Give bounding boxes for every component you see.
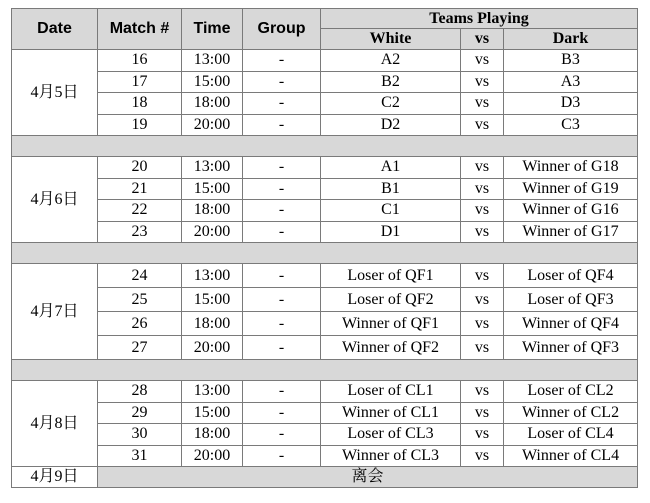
group-cell: - [243, 288, 321, 312]
match-number-cell: 23 [98, 221, 182, 243]
match-number-cell: 18 [98, 93, 182, 115]
time-cell: 15:00 [182, 71, 243, 93]
group-cell: - [243, 381, 321, 403]
match-number-cell: 24 [98, 264, 182, 288]
time-header: Time [182, 9, 243, 50]
table-row [12, 381, 638, 403]
dark-team-cell: Loser of QF4 [504, 264, 638, 288]
dark-team-cell: C3 [504, 114, 638, 136]
table-row [12, 93, 638, 115]
white-team-cell: B1 [321, 178, 461, 200]
group-cell: - [243, 200, 321, 222]
group-cell: - [243, 336, 321, 360]
match-number-cell: 20 [98, 157, 182, 179]
dark-team-cell: Loser of CL2 [504, 381, 638, 403]
day-separator [12, 243, 638, 264]
match-number-cell: 29 [98, 402, 182, 424]
vs-cell: vs [461, 264, 504, 288]
dark-team-cell: Winner of CL2 [504, 402, 638, 424]
date-header: Date [12, 9, 98, 50]
white-team-cell: A2 [321, 50, 461, 72]
group-cell: - [243, 221, 321, 243]
time-cell: 18:00 [182, 312, 243, 336]
date-cell: 4月8日 [12, 381, 98, 467]
group-cell: - [243, 402, 321, 424]
vs-cell: vs [461, 50, 504, 72]
group-cell: - [243, 93, 321, 115]
white-team-cell: C2 [321, 93, 461, 115]
dark-team-cell: A3 [504, 71, 638, 93]
group-cell: - [243, 157, 321, 179]
time-cell: 18:00 [182, 424, 243, 446]
group-cell: - [243, 445, 321, 467]
day-separator-row [12, 136, 638, 157]
time-cell: 20:00 [182, 445, 243, 467]
match-number-header: Match # [98, 9, 182, 50]
group-cell: - [243, 424, 321, 446]
teams-playing-header: Teams Playing [321, 9, 638, 29]
group-cell: - [243, 50, 321, 72]
match-number-cell: 26 [98, 312, 182, 336]
vs-cell: vs [461, 71, 504, 93]
table-row [12, 157, 638, 179]
white-team-cell: A1 [321, 157, 461, 179]
table-row [12, 264, 638, 288]
time-cell: 20:00 [182, 114, 243, 136]
time-cell: 13:00 [182, 264, 243, 288]
time-cell: 13:00 [182, 157, 243, 179]
day-separator-row [12, 360, 638, 381]
table-row [12, 445, 638, 467]
day-separator [12, 360, 638, 381]
match-number-cell: 31 [98, 445, 182, 467]
dark-header: Dark [504, 29, 638, 50]
white-team-cell: Loser of QF2 [321, 288, 461, 312]
white-team-cell: Winner of QF2 [321, 336, 461, 360]
departure-row [12, 467, 638, 488]
match-number-cell: 16 [98, 50, 182, 72]
vs-cell: vs [461, 221, 504, 243]
date-cell: 4月6日 [12, 157, 98, 243]
vs-cell: vs [461, 93, 504, 115]
vs-cell: vs [461, 178, 504, 200]
table-row [12, 424, 638, 446]
time-cell: 13:00 [182, 381, 243, 403]
white-header: White [321, 29, 461, 50]
schedule-body [12, 9, 638, 488]
group-header: Group [243, 9, 321, 50]
table-row [12, 71, 638, 93]
vs-cell: vs [461, 114, 504, 136]
vs-cell: vs [461, 381, 504, 403]
vs-cell: vs [461, 424, 504, 446]
white-team-cell: D2 [321, 114, 461, 136]
table-row [12, 221, 638, 243]
dark-team-cell: Winner of QF3 [504, 336, 638, 360]
dark-team-cell: Winner of QF4 [504, 312, 638, 336]
table-row [12, 312, 638, 336]
dark-team-cell: Winner of CL4 [504, 445, 638, 467]
match-number-cell: 17 [98, 71, 182, 93]
table-row [12, 336, 638, 360]
vs-cell: vs [461, 445, 504, 467]
table-row [12, 402, 638, 424]
time-cell: 15:00 [182, 288, 243, 312]
time-cell: 18:00 [182, 93, 243, 115]
group-cell: - [243, 264, 321, 288]
white-team-cell: Winner of QF1 [321, 312, 461, 336]
white-team-cell: D1 [321, 221, 461, 243]
match-number-cell: 19 [98, 114, 182, 136]
time-cell: 18:00 [182, 200, 243, 222]
dark-team-cell: Winner of G17 [504, 221, 638, 243]
match-number-cell: 22 [98, 200, 182, 222]
dark-team-cell: Loser of QF3 [504, 288, 638, 312]
table-row [12, 178, 638, 200]
dark-team-cell: B3 [504, 50, 638, 72]
match-number-cell: 21 [98, 178, 182, 200]
header-row [12, 9, 638, 29]
departure-note: 离会 [98, 467, 638, 488]
time-cell: 20:00 [182, 221, 243, 243]
time-cell: 15:00 [182, 178, 243, 200]
white-team-cell: Winner of CL3 [321, 445, 461, 467]
table-row [12, 288, 638, 312]
dark-team-cell: Loser of CL4 [504, 424, 638, 446]
white-team-cell: Loser of CL1 [321, 381, 461, 403]
white-team-cell: C1 [321, 200, 461, 222]
white-team-cell: Loser of CL3 [321, 424, 461, 446]
group-cell: - [243, 312, 321, 336]
match-number-cell: 25 [98, 288, 182, 312]
table-row [12, 200, 638, 222]
date-cell: 4月9日 [12, 467, 98, 488]
vs-cell: vs [461, 288, 504, 312]
match-number-cell: 30 [98, 424, 182, 446]
vs-cell: vs [461, 312, 504, 336]
day-separator [12, 136, 638, 157]
date-cell: 4月7日 [12, 264, 98, 360]
dark-team-cell: Winner of G19 [504, 178, 638, 200]
vs-cell: vs [461, 336, 504, 360]
white-team-cell: Winner of CL1 [321, 402, 461, 424]
time-cell: 15:00 [182, 402, 243, 424]
time-cell: 20:00 [182, 336, 243, 360]
group-cell: - [243, 114, 321, 136]
date-cell: 4月5日 [12, 50, 98, 136]
table-row [12, 114, 638, 136]
match-number-cell: 27 [98, 336, 182, 360]
match-schedule-table [11, 8, 638, 488]
white-team-cell: B2 [321, 71, 461, 93]
vs-cell: vs [461, 402, 504, 424]
dark-team-cell: Winner of G18 [504, 157, 638, 179]
vs-cell: vs [461, 200, 504, 222]
group-cell: - [243, 178, 321, 200]
day-separator-row [12, 243, 638, 264]
dark-team-cell: Winner of G16 [504, 200, 638, 222]
vs-header: vs [461, 29, 504, 50]
white-team-cell: Loser of QF1 [321, 264, 461, 288]
time-cell: 13:00 [182, 50, 243, 72]
dark-team-cell: D3 [504, 93, 638, 115]
group-cell: - [243, 71, 321, 93]
table-row [12, 50, 638, 72]
match-number-cell: 28 [98, 381, 182, 403]
vs-cell: vs [461, 157, 504, 179]
